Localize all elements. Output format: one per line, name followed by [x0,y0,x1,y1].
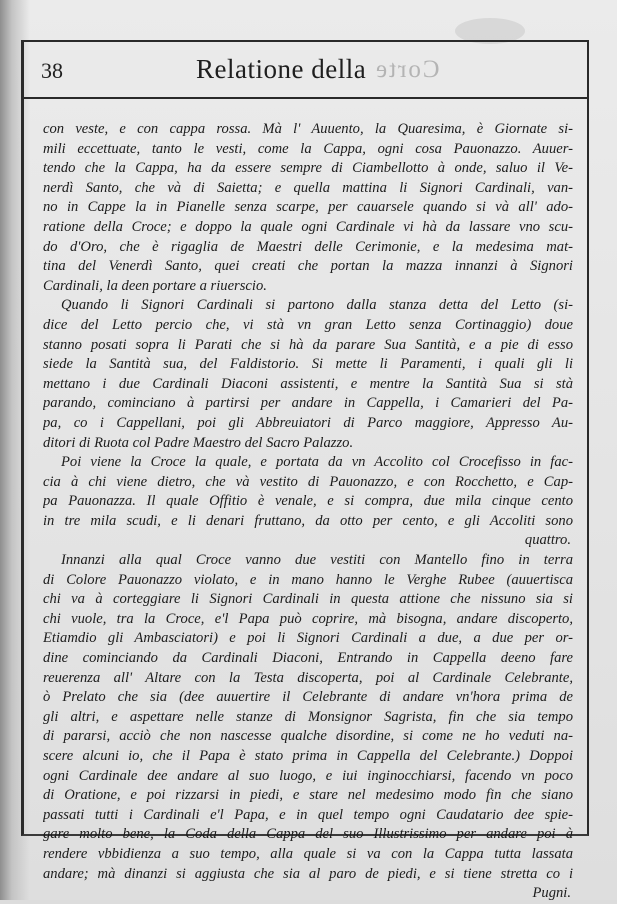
text-line: Poi viene la Croce la quale, e portata da vn Accolito col Crocefisso in fac- [61,454,573,471]
text-line: Innanzi alla qual Croce vanno due vestiti con Mantello fino in terra [61,552,573,569]
text-frame [21,40,589,902]
header-rule [24,97,587,99]
text-line: dine cominciando da Cardinali Diaconi, Entrando in Cappella deeno fare [43,650,573,667]
text-line: mili eccettuate, tanto le vesti, come la Cappa, ogni cosa Pauonazzo. Auuer- [43,140,573,157]
text-line: parando, cominciano à partirsi per andare in Cappella, i Camarieri del Pa- [43,395,573,412]
text-line: Etiamdio gli Ambasciatori) e poi li Signori Cardinali a due, a due per or- [43,630,573,647]
text-line: stanno posati sopra li Parati che si hà da parare Sua Santità, e a pie di esso [43,336,573,353]
text-line: Cardinali, la deen portare a riuerscio. [43,277,267,294]
text-line: pa, co i Cappellani, poi gli Abbreuiatori di Parco maggiore, Appresso Au- [43,414,573,431]
body-text [43,120,573,904]
text-line: ò Prelato che sia (dee auuertire il Celebrante di andare vn'hora prima de [43,689,573,706]
text-line: no in Cappe la in Pianelle senza scarpe, per cauarsele quando si và all' ado- [43,199,573,216]
text-line: con veste, e con cappa rossa. Mà l' Auuento, la Quaresima, è Giornate si- [43,121,573,137]
text-line: ditori di Ruota col Padre Maestro del Sacro Palazzo. [43,434,354,451]
text-line: dice del Letto percio che, vi stà vn gran Letto senza Cortinaggio) doue [43,316,573,333]
text-line: reuerenza all' Altare con la Testa discoperta, poi al Cardinale Celebrante, [43,669,573,686]
text-line: ratione della Croce; e doppo la quale ogni Cardinale vi hà da lassare vno scu- [43,218,573,235]
text-line: pa Pauonazza. Il quale Offitio è venale, e si compra, due mila cinque cento [43,493,573,510]
text-line: scere alcuni io, che il Papa è stato prima in Cappella del Celebrante.) Doppoi [43,748,573,764]
text-line: di Oratione, e poi rizzarsi in piedi, e stare nel medesimo modo fin che siano [43,787,573,804]
text-line: chi vuole, tra la Croce, e'l Papa può coprire, mà bisogna, andare discoperto, [43,610,573,627]
text-line: ogni Cardinale dee andare al suo luogo, e iui inginocchiarsi, facendo vn poco [43,767,573,784]
text-line: cia à chi viene dietro, che và vestito di Pauonazzo, e con Rocchetto, e Cap- [43,473,573,490]
text-line: chi va à corteggiare li Signori Cardinali in questa attione che nissuno sia si [43,591,573,608]
text-line: tina del Venerdì Santo, quei creati che portan la mazza innanzi à Signori [43,258,573,275]
text-line: do d'Oro, che è rigaglia de Maestri delle Cerimonie, e la medesima mat- [43,238,573,255]
running-head: Relatione della [196,54,367,84]
text-line: mettano i due Cardinali Diaconi assistenti, e mentre la Santità Sua si stà [43,375,573,392]
text-line: rendere vbbidienza a suo tempo, alla quale si va con la Cappa tutta lassata [43,845,573,862]
text-line: in tre mila scudi, e li denari fruttano, da otto per cento, e gli Accoliti sono [43,512,573,529]
text-line: tendo che la Cappa, ha da essere sempre di Ciambellotto à onde, saluo il Ve- [43,160,573,177]
text-line: di Colore Pauonazzo violato, e in mano hanno le Verghe Rubee (auuertisca [43,571,573,588]
text-line: andare; mà dinanzi si aggiusta che sia al paro de piedi, e si tiene stretta co i [43,865,573,882]
text-line: passati tutti i Cardinali e'l Papa, e in quel tempo ogni Caudatario dee spie- [43,806,573,823]
text-line: di pararsi, acciò che non nascesse qualche disordine, si come ne ho veduti na- [43,728,573,745]
text-line: gare molto bene, la Coda della Cappa del suo Illustrissimo per andare poi à [43,826,573,843]
text-line: nerdì Santo, che và di Saietta; e quella mattina li Signori Cardinali, van- [43,179,573,196]
page-number: 38 [41,58,63,83]
text-line: siede la Santità sua, del Faldistorio. Si mette li Paramenti, i quali gli li [43,356,573,373]
bleed-through-text: Corte [374,56,440,83]
text-line: gli altri, e aspettare nelle stanze di Monsignor Sagrista, fin che sia tempo [43,708,573,725]
text-line: Pugni. [532,885,571,902]
text-line: Quando li Signori Cardinali si partono dalla stanza detta del Letto (si- [61,297,573,314]
text-line: quattro. [524,532,571,549]
